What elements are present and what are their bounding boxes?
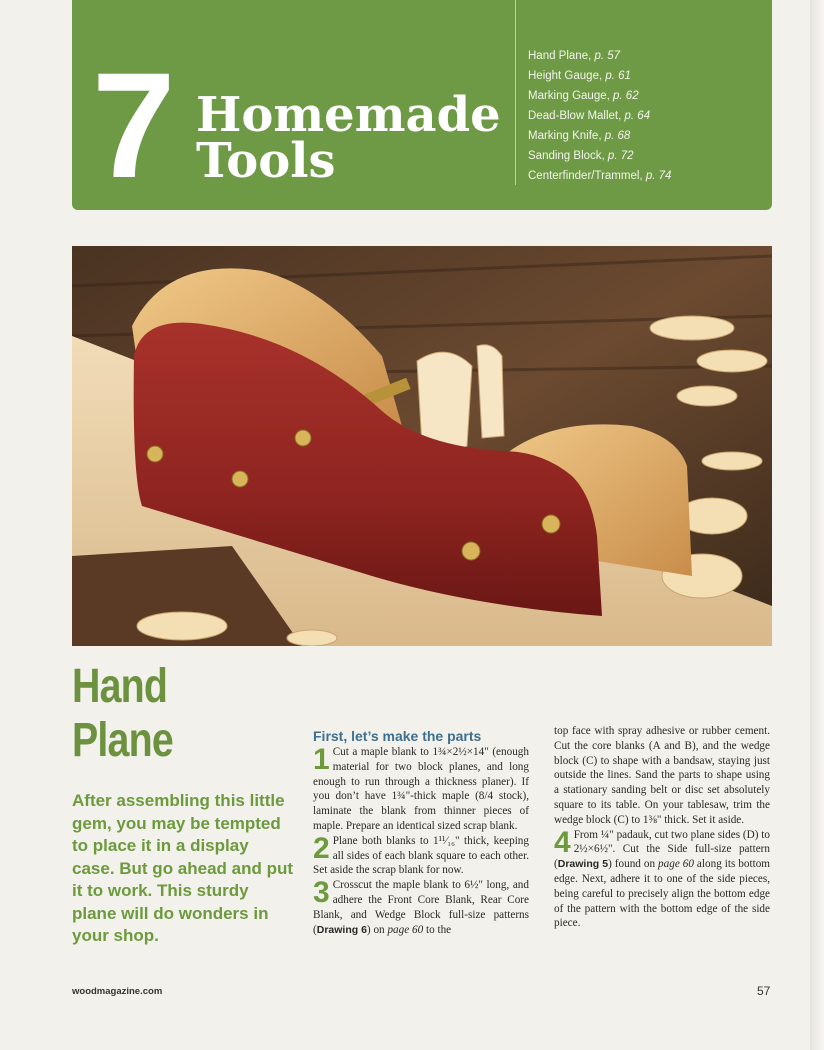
step-paragraph: 2 Plane both blanks to 1¹¹⁄₁₆" thick, keeping all sides of each blank square to each other. Set aside the scrap blank for now.	[313, 831, 529, 877]
page-edge	[810, 0, 824, 1050]
chapter-number: 7	[92, 41, 172, 209]
step-number: 1	[313, 743, 330, 776]
chapter-title-line2: Tools	[196, 133, 336, 189]
step-continuation: top face with spray adhesive or rubber cement. Cut the core blanks (A and B), and the wedge block (C) to shape with a bandsaw, staying just outside the lines. Sand the parts to shape using a stationary sanding belt or disc set absolutely square to its table. On your tablesaw, trim the wedge block (C) to 1⅜" thick. Set it aside.	[554, 725, 770, 826]
banner-divider	[515, 0, 516, 185]
article-title-line2: Plane	[72, 714, 173, 767]
toc-item: Marking Gauge, p. 62	[528, 90, 639, 102]
article-intro: After assembling this little gem, you may be tempted to place it in a display case. But go ahead and put it to work. This sturdy plane will do wonders in your shop.	[72, 791, 294, 945]
step-paragraph: 3 Crosscut the maple blank to 6½" long, and adhere the Front Core Blank, Rear Core Blank, and Wedge Block full-size patterns (Drawing 6) on page 60 to the	[313, 876, 529, 936]
drawing-ref: Drawing 6	[316, 923, 367, 936]
toc-item: Marking Knife, p. 68	[528, 130, 631, 142]
drawing-ref: Drawing 5	[557, 858, 609, 871]
footer-url[interactable]: woodmagazine.com	[72, 986, 163, 997]
toc-item: Height Gauge, p. 61	[528, 70, 631, 82]
toc-item: Hand Plane, p. 57	[528, 50, 621, 62]
toc-item: Sanding Block, p. 72	[528, 150, 634, 162]
chapter-title	[196, 87, 501, 189]
section-heading: First, let’s make the parts	[313, 728, 482, 744]
chapter-title-line1: Homemade	[196, 87, 501, 143]
step-number: 4	[554, 825, 571, 859]
page-ref: page 60	[658, 858, 694, 871]
toc-list	[528, 46, 671, 186]
step-paragraph: 1 Cut a maple blank to 1¾×2½×14" (enough material for two block planes, and long enough to run through a thickness planer). If you don’t have 1¾"-thick maple (8/4 stock), laminate the blank from thinner pieces of maple. Prepare an identical sized scrap blank.	[313, 743, 529, 832]
article-title-line1: Hand	[72, 660, 168, 713]
step-number: 2	[313, 831, 330, 865]
toc-item: Dead-Blow Mallet, p. 64	[528, 110, 651, 122]
text-column-1	[313, 745, 529, 937]
article-title	[72, 660, 173, 768]
step-paragraph: 4 From ¼" padauk, cut two plane sides (D) to 2½×6½". Cut the Side full-size pattern (Drawing 5) found on page 60 along its bottom edge. Next, adhere it to one of the side pieces, being careful to precisely align the bottom edge of the pattern with the bottom edge of the side piece.	[554, 825, 771, 930]
page-number: 57	[757, 984, 771, 998]
step-number: 3	[313, 876, 330, 910]
hand-plane-photo	[72, 246, 772, 646]
text-column-2	[554, 724, 770, 931]
page-ref: page 60	[387, 923, 424, 936]
chapter-banner	[72, 0, 772, 210]
toc-item: Centerfinder/Trammel, p. 74	[528, 170, 672, 182]
